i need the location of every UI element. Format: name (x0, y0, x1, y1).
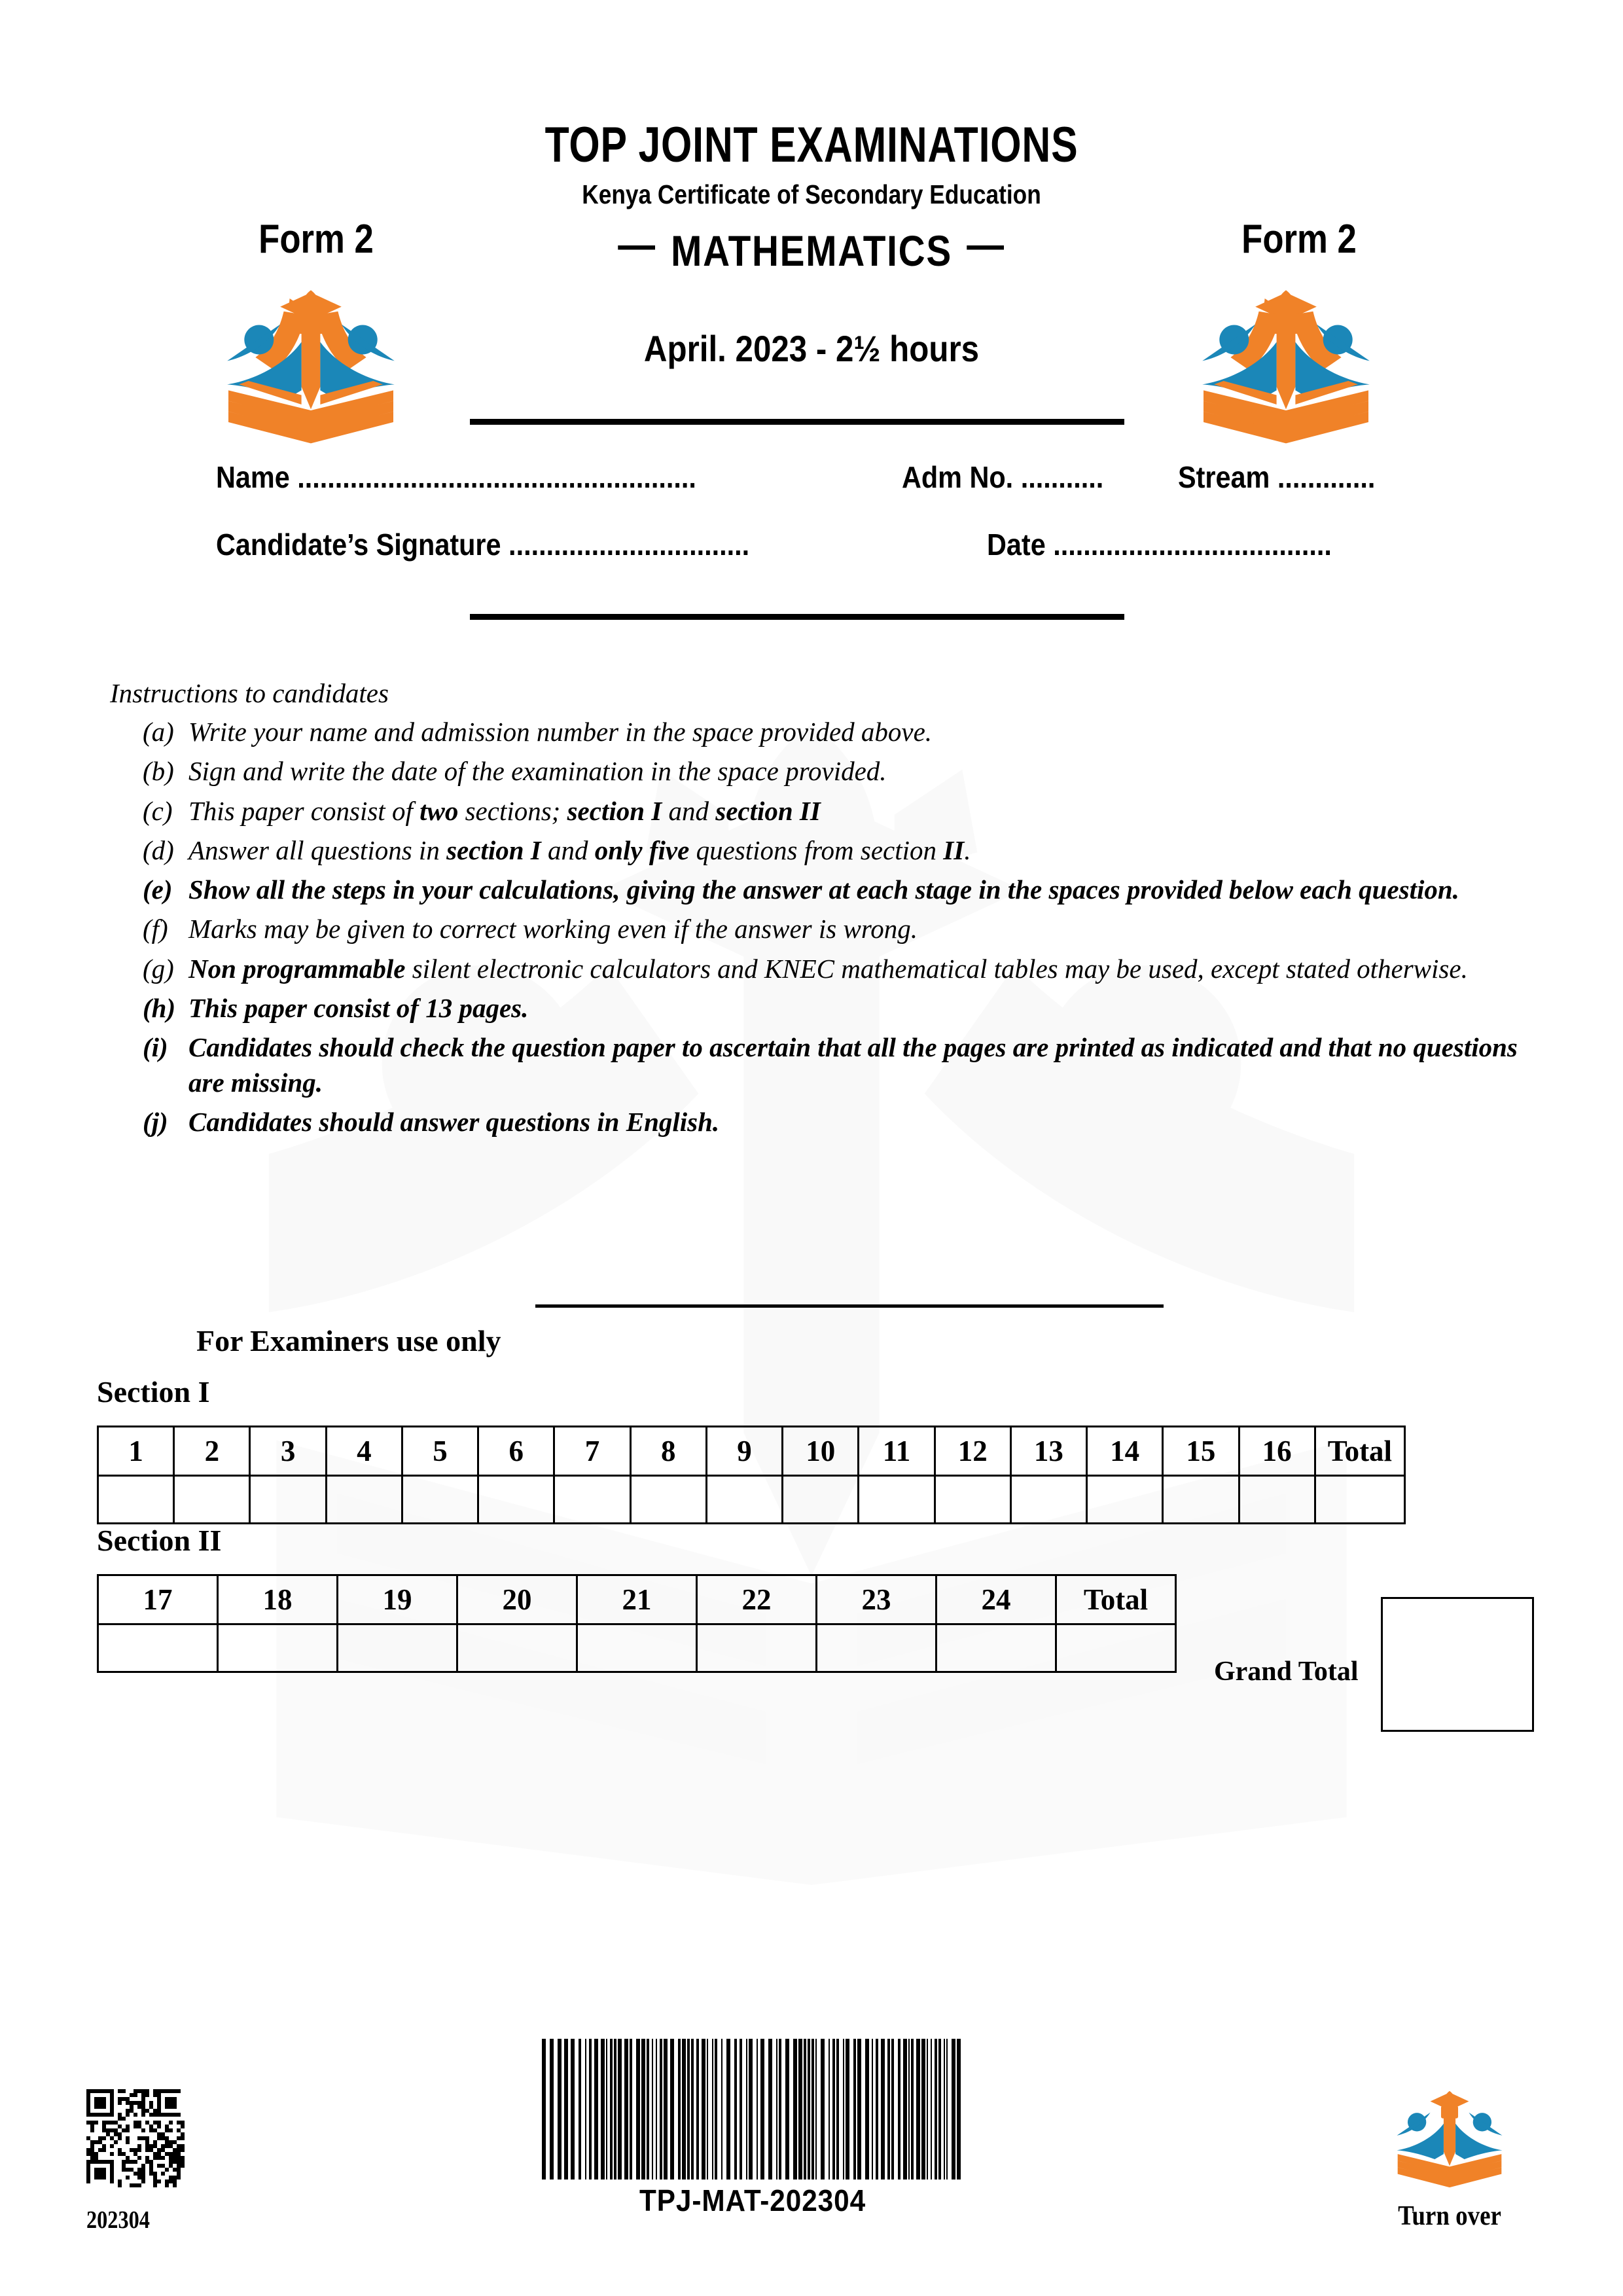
marks-entry-cell[interactable] (478, 1476, 554, 1524)
marks-header-cell: 7 (554, 1427, 630, 1476)
section-1-label: Section I (97, 1375, 210, 1408)
institution-logo-right (1198, 275, 1374, 452)
instruction-item (143, 912, 1530, 946)
header-divider-top (470, 419, 1124, 425)
marks-entry-cell[interactable] (1239, 1476, 1315, 1524)
marks-header-cell: 19 (338, 1575, 457, 1624)
turn-over-label: Turn over (1398, 2201, 1501, 2231)
marks-entry-cell[interactable] (402, 1476, 478, 1524)
signature-dots: ................................ (508, 528, 750, 562)
instruction-item (143, 794, 1530, 829)
marks-header-cell: 1 (98, 1427, 174, 1476)
marks-header-cell: 15 (1163, 1427, 1239, 1476)
instruction-text: Write your name and admission number in the space provided above. (188, 717, 933, 747)
marks-header-cell: 16 (1239, 1427, 1315, 1476)
name-label: Name (216, 460, 290, 494)
dash-right-icon: — (967, 220, 1005, 268)
instructions-list (143, 715, 1530, 1144)
instruction-marker: (a) (143, 717, 174, 747)
marks-header-cell: 4 (326, 1427, 402, 1476)
marks-header-cell: 18 (218, 1575, 338, 1624)
marks-header-cell: 5 (402, 1427, 478, 1476)
instruction-text: Non programmable silent electronic calculators and KNEC mathematical tables may be used, except stated otherwise. (188, 953, 1468, 984)
marks-header-cell: 2 (174, 1427, 250, 1476)
instruction-text: This paper consist of 13 pages. (188, 993, 529, 1024)
section-1-marks-table[interactable] (97, 1426, 1406, 1524)
header-divider-bottom (470, 614, 1124, 620)
instruction-marker: (i) (143, 1032, 168, 1063)
subject-name: MATHEMATICS (671, 226, 952, 275)
name-field[interactable] (216, 459, 696, 495)
instruction-text: This paper consist of two sections; section I and section II (188, 795, 821, 826)
marks-header-cell: Total (1315, 1427, 1404, 1476)
instruction-item (143, 1030, 1530, 1100)
marks-entry-cell[interactable] (936, 1624, 1056, 1672)
instruction-text: Candidates should answer questions in English. (188, 1106, 720, 1137)
stream-dots: ............. (1277, 460, 1376, 494)
marks-header-cell: 6 (478, 1427, 554, 1476)
instruction-marker: (f) (143, 914, 168, 944)
marks-entry-cell[interactable] (218, 1624, 338, 1672)
marks-header-cell: 3 (250, 1427, 326, 1476)
marks-entry-cell[interactable] (326, 1476, 402, 1524)
adm-no-label: Adm No. (902, 460, 1014, 494)
marks-entry-cell[interactable] (98, 1476, 174, 1524)
barcode-text: TPJ-MAT-202304 (639, 2183, 866, 2217)
section-2-label: Section II (97, 1524, 222, 1557)
marks-entry-cell[interactable] (1056, 1624, 1176, 1672)
dash-left-icon: — (618, 220, 656, 268)
instruction-item (143, 1105, 1530, 1139)
instruction-item (143, 715, 1530, 749)
marks-entry-cell[interactable] (817, 1624, 936, 1672)
exam-date-duration: April. 2023 - 2½ hours (643, 328, 980, 369)
marks-header-cell: 12 (935, 1427, 1010, 1476)
instruction-marker: (c) (143, 795, 173, 826)
qualification-subtitle: Kenya Certificate of Secondary Education (582, 179, 1041, 209)
marks-entry-cell[interactable] (935, 1476, 1010, 1524)
marks-entry-cell[interactable] (1087, 1476, 1163, 1524)
instructions-heading: Instructions to candidates (110, 678, 389, 708)
marks-header-cell: 14 (1087, 1427, 1163, 1476)
examiners-heading: For Examiners use only (196, 1324, 501, 1357)
date-label: Date (987, 528, 1046, 562)
adm-no-field[interactable] (902, 459, 1103, 495)
adm-no-dots: ........... (1020, 460, 1104, 494)
instruction-item (143, 754, 1530, 789)
marks-entry-cell[interactable] (706, 1476, 782, 1524)
instruction-marker: (e) (143, 874, 173, 905)
institution-logo-left (223, 275, 399, 452)
marks-header-cell: 13 (1010, 1427, 1086, 1476)
form-level-right: Form 2 (1241, 217, 1357, 262)
marks-header-cell: 24 (936, 1575, 1056, 1624)
marks-header-cell: 22 (697, 1575, 817, 1624)
instruction-marker: (d) (143, 834, 174, 865)
marks-entry-cell[interactable] (457, 1624, 577, 1672)
marks-header-cell: 17 (98, 1575, 218, 1624)
instruction-marker: (g) (143, 953, 174, 984)
barcode (537, 2039, 969, 2179)
qr-code (86, 2089, 185, 2187)
grand-total-box[interactable] (1381, 1597, 1534, 1732)
instruction-item (143, 833, 1530, 868)
marks-header-cell: 10 (783, 1427, 859, 1476)
marks-entry-cell[interactable] (250, 1476, 326, 1524)
instruction-text: Answer all questions in section I and only five questions from section II. (188, 834, 971, 865)
signature-label: Candidate’s Signature (216, 528, 501, 562)
instruction-text: Sign and write the date of the examination in the space provided. (188, 756, 887, 787)
stream-label: Stream (1178, 460, 1270, 494)
name-dots: ..................................................... (297, 460, 696, 494)
instruction-marker: (j) (143, 1106, 168, 1137)
instruction-text: Show all the steps in your calculations, giving the answer at each stage in the spaces provided below each question. (188, 874, 1459, 905)
instruction-marker: (b) (143, 756, 174, 787)
marks-header-cell: 23 (817, 1575, 936, 1624)
marks-header-cell: Total (1056, 1575, 1176, 1624)
form-level-left: Form 2 (259, 217, 374, 262)
page-title: TOP JOINT EXAMINATIONS (544, 117, 1079, 173)
section-2-marks-table[interactable] (97, 1574, 1177, 1673)
stream-field[interactable] (1178, 459, 1375, 495)
page-code: 202304 (86, 2206, 150, 2234)
instruction-item (143, 952, 1530, 986)
institution-logo-footer (1394, 2081, 1505, 2193)
marks-entry-cell[interactable] (1010, 1476, 1086, 1524)
section-separator (535, 1304, 1164, 1308)
marks-entry-cell[interactable] (859, 1476, 935, 1524)
grand-total-label: Grand Total (1214, 1657, 1359, 1687)
marks-entry-cell[interactable] (98, 1624, 218, 1672)
instruction-item (143, 991, 1530, 1026)
marks-entry-cell[interactable] (783, 1476, 859, 1524)
instruction-text: Candidates should check the question paper to ascertain that all the pages are printed as indicated and that no questions are missing. (188, 1032, 1518, 1098)
marks-entry-cell[interactable] (697, 1624, 817, 1672)
marks-entry-cell[interactable] (577, 1624, 697, 1672)
marks-header-cell: 21 (577, 1575, 697, 1624)
instruction-text: Marks may be given to correct working even if the answer is wrong. (188, 914, 918, 944)
marks-header-cell: 8 (630, 1427, 706, 1476)
date-dots: ..................................... (1053, 528, 1332, 562)
marks-entry-cell[interactable] (1163, 1476, 1239, 1524)
instruction-item (143, 872, 1530, 907)
marks-header-cell: 20 (457, 1575, 577, 1624)
date-field[interactable] (987, 527, 1332, 562)
marks-entry-cell[interactable] (338, 1624, 457, 1672)
marks-header-cell: 11 (859, 1427, 935, 1476)
marks-entry-cell[interactable] (630, 1476, 706, 1524)
instruction-marker: (h) (143, 993, 176, 1024)
marks-header-cell: 9 (706, 1427, 782, 1476)
marks-entry-cell[interactable] (174, 1476, 250, 1524)
subject-title (114, 220, 1510, 276)
marks-entry-cell[interactable] (554, 1476, 630, 1524)
marks-entry-cell[interactable] (1315, 1476, 1404, 1524)
signature-field[interactable] (216, 527, 749, 562)
